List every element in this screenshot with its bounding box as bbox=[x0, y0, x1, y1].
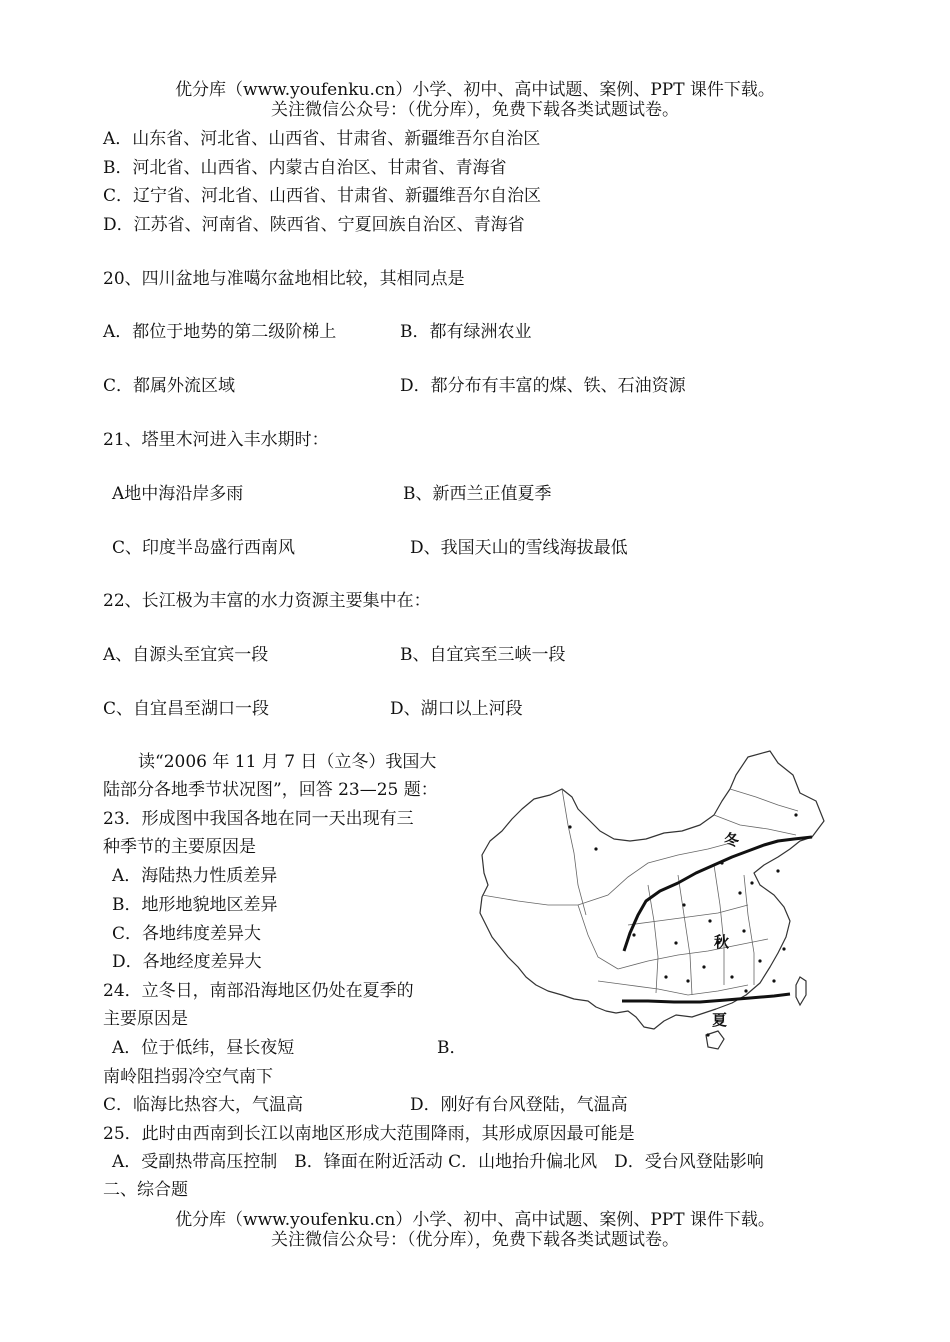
q24-option-b-prefix: B． bbox=[437, 1038, 467, 1058]
header-line-2: 关注微信公众号：（优分库），免费下载各类试题试卷。 bbox=[271, 100, 679, 120]
q21-option-d: D、我国天山的雪线海拔最低 bbox=[410, 538, 628, 558]
season-label-summer: 夏 bbox=[712, 1011, 728, 1029]
q19-option-c: C．辽宁省、河北省、山西省、甘肃省、新疆维吾尔自治区 bbox=[103, 186, 542, 206]
footer-line-1: 优分库（www.youfenku.cn）小学、初中、高中试题、案例、PPT 课件下载。 bbox=[175, 1210, 775, 1230]
map-intro-line-1: 读“2006 年 11 月 7 日（立冬）我国大 bbox=[138, 752, 437, 772]
q23-option-c: C．各地纬度差异大 bbox=[112, 924, 262, 944]
q22-option-c: C、自宜昌至湖口一段 bbox=[103, 699, 270, 719]
q24-stem-1: 24．立冬日，南部沿海地区仍处在夏季的 bbox=[103, 981, 414, 1001]
footer-line-2: 关注微信公众号：（优分库），免费下载各类试题试卷。 bbox=[271, 1230, 679, 1250]
q23-option-a: A．海陆热力性质差异 bbox=[112, 866, 278, 886]
q19-option-b: B．河北省、山西省、内蒙古自治区、甘肃省、青海省 bbox=[103, 158, 507, 178]
china-seasons-map bbox=[478, 745, 830, 1057]
q20-option-b: B．都有绿洲农业 bbox=[400, 322, 532, 342]
q23-option-b: B．地形地貌地区差异 bbox=[112, 895, 278, 915]
section-2-title: 二、综合题 bbox=[103, 1180, 188, 1200]
china-outline bbox=[480, 751, 824, 1029]
header-line-1: 优分库（www.youfenku.cn）小学、初中、高中试题、案例、PPT 课件下载。 bbox=[175, 80, 775, 100]
season-label-autumn: 秋 bbox=[714, 933, 730, 951]
q24-stem-2: 主要原因是 bbox=[103, 1009, 188, 1029]
q20-option-a: A．都位于地势的第二级阶梯上 bbox=[103, 322, 337, 342]
q24-option-a: A．位于低纬，昼长夜短 bbox=[112, 1038, 295, 1058]
q22-option-a: A、自源头至宜宾一段 bbox=[103, 645, 269, 665]
q24-option-d: D．刚好有台风登陆，气温高 bbox=[410, 1095, 628, 1115]
q23-option-d: D．各地经度差异大 bbox=[112, 952, 262, 972]
q25-options: A．受副热带高压控制 B．锋面在附近活动 C．山地抬升偏北风 D．受台风登陆影响 bbox=[112, 1152, 764, 1172]
q20-option-c: C．都属外流区域 bbox=[103, 376, 236, 396]
q20-option-d: D．都分布有丰富的煤、铁、石油资源 bbox=[400, 376, 686, 396]
taiwan-island bbox=[796, 977, 806, 1005]
q24-option-b-text: 南岭阻挡弱冷空气南下 bbox=[103, 1067, 273, 1087]
q21-option-a: A地中海沿岸多雨 bbox=[112, 484, 244, 504]
q23-stem-1: 23．形成图中我国各地在同一天出现有三 bbox=[103, 809, 414, 829]
q19-option-a: A．山东省、河北省、山西省、甘肃省、新疆维吾尔自治区 bbox=[103, 129, 541, 149]
q25-stem: 25．此时由西南到长江以南地区形成大范围降雨，其形成原因最可能是 bbox=[103, 1124, 635, 1144]
q21-option-c: C、印度半岛盛行西南风 bbox=[112, 538, 296, 558]
q22-option-d: D、湖口以上河段 bbox=[390, 699, 523, 719]
q24-option-c: C．临海比热容大，气温高 bbox=[103, 1095, 304, 1115]
q21-stem: 21、塔里木河进入丰水期时： bbox=[103, 430, 329, 450]
q23-stem-2: 种季节的主要原因是 bbox=[103, 837, 256, 857]
q22-option-b: B、自宜宾至三峡一段 bbox=[400, 645, 566, 665]
q22-stem: 22、长江极为丰富的水力资源主要集中在： bbox=[103, 591, 431, 611]
q19-option-d: D．江苏省、河南省、陕西省、宁夏回族自治区、青海省 bbox=[103, 215, 525, 235]
q21-option-b: B、新西兰正值夏季 bbox=[403, 484, 552, 504]
map-intro-line-2: 陆部分各地季节状况图”，回答 23—25 题： bbox=[103, 780, 438, 800]
season-label-winter: 冬 bbox=[724, 831, 740, 849]
q20-stem: 20、四川盆地与准噶尔盆地相比较，其相同点是 bbox=[103, 269, 465, 289]
